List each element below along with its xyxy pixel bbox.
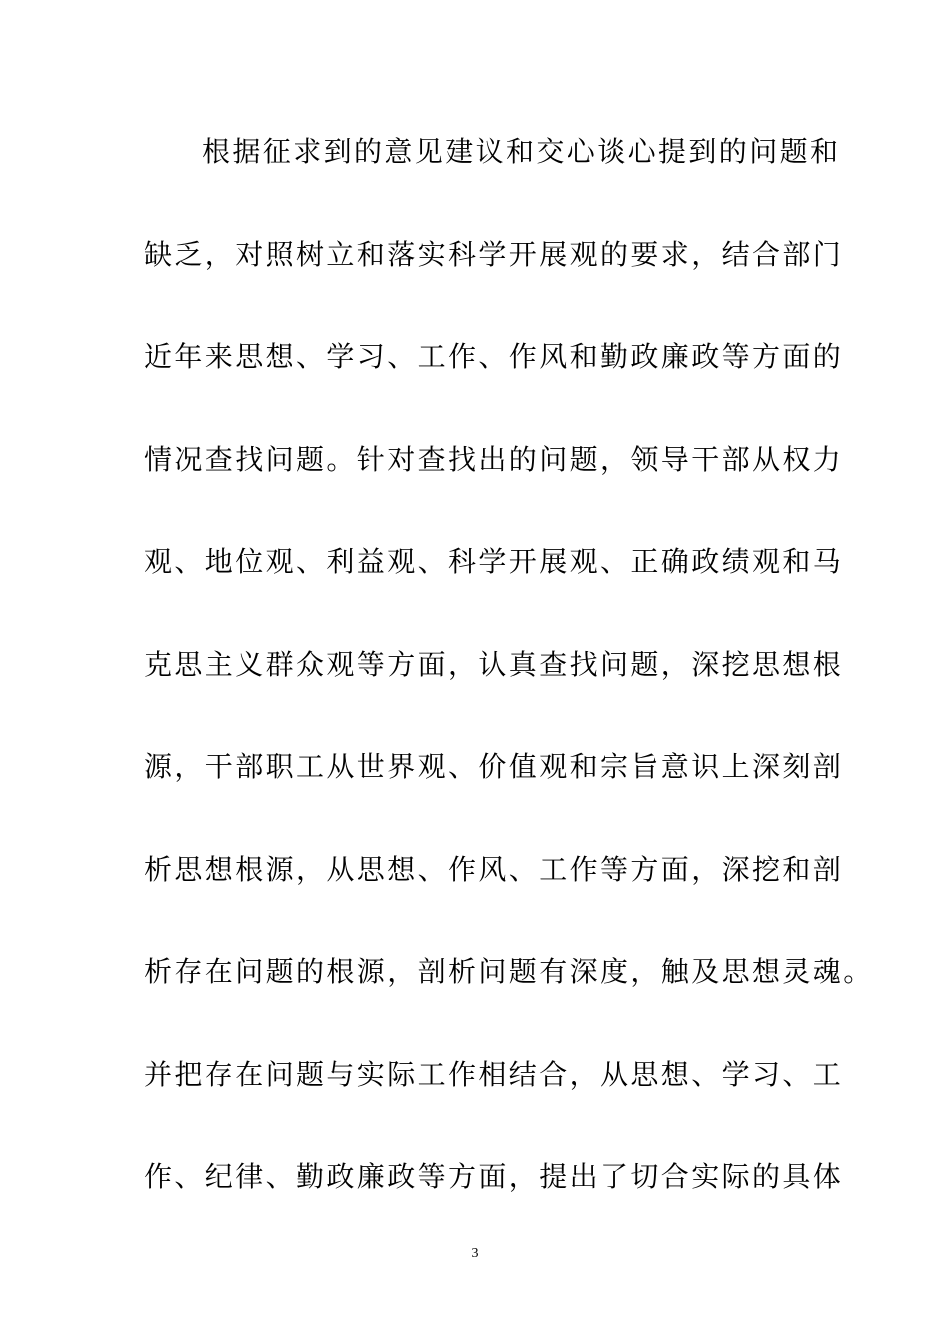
paragraph-line: 缺乏，对照树立和落实科学开展观的要求，结合部门 <box>144 237 844 271</box>
paragraph-line: 观、地位观、利益观、科学开展观、正确政绩观和马 <box>144 545 844 578</box>
paragraph-line: 析思想根源，从思想、作风、工作等方面，深挖和剖 <box>144 852 844 886</box>
paragraph-line: 源，干部职工从世界观、价值观和宗旨意识上深刻剖 <box>144 750 844 783</box>
paragraph-line: 近年来思想、学习、工作、作风和勤政廉政等方面的 <box>144 340 844 373</box>
body-paragraph <box>144 128 874 1256</box>
page-number: 3 <box>471 1246 479 1261</box>
paragraph-line: 克思主义群众观等方面，认真查找问题，深挖思想根 <box>144 647 844 681</box>
paragraph-line: 情况查找问题。针对查找出的问题，领导干部从权力 <box>144 442 844 476</box>
paragraph-line: 析存在问题的根源，剖析问题有深度，触及思想灵魂。 <box>144 955 874 988</box>
paragraph-line: 作、纪律、勤政廉政等方面，提出了切合实际的具体 <box>144 1160 844 1193</box>
paragraph-line: 根据征求到的意见建议和交心谈心提到的问题和 <box>202 135 841 168</box>
paragraph-line: 并把存在问题与实际工作相结合，从思想、学习、工 <box>144 1057 844 1091</box>
